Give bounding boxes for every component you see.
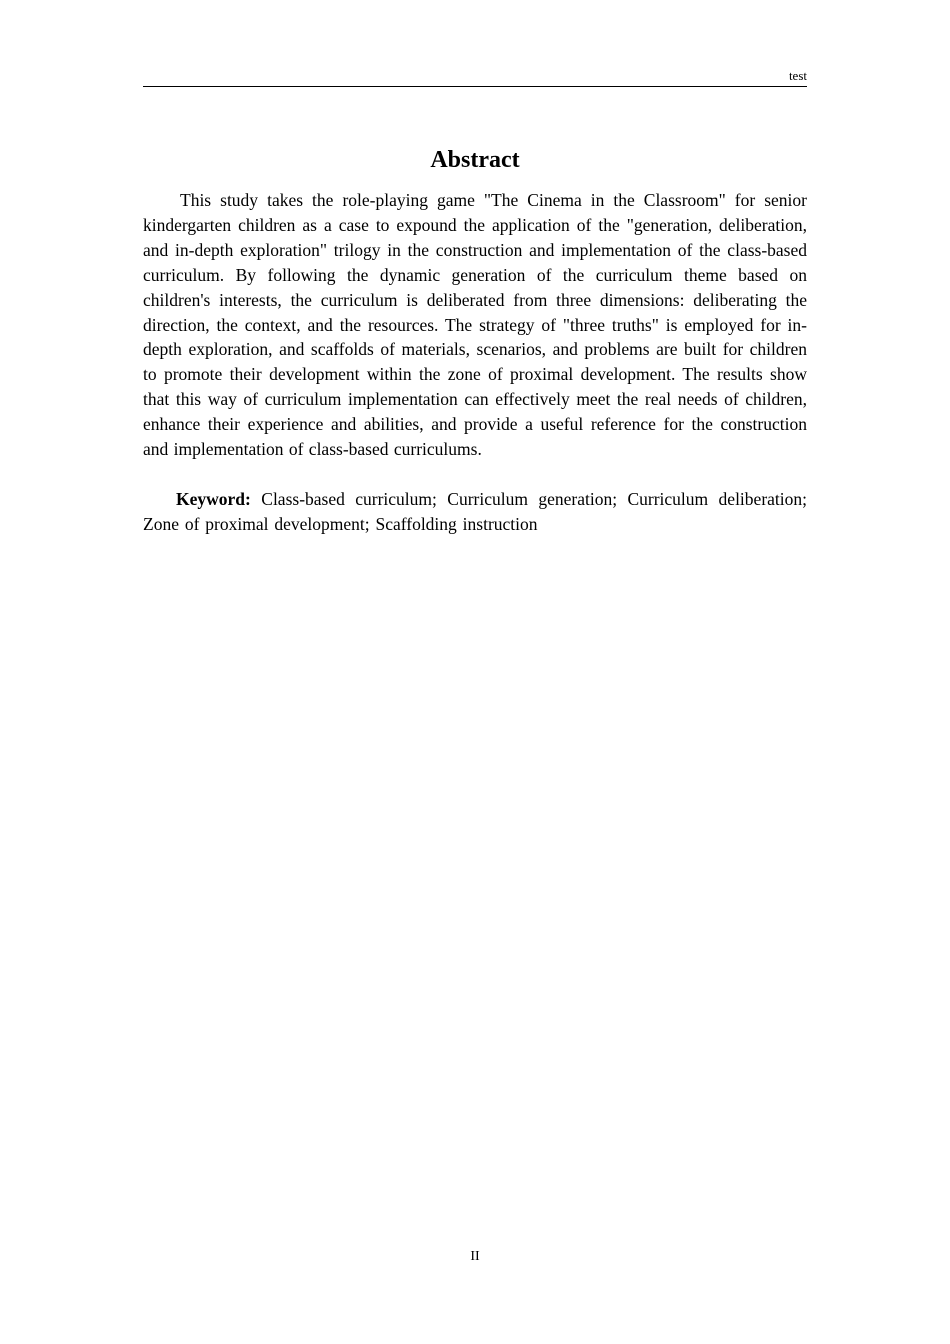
keywords-label: Keyword: [176,488,251,509]
header-text: test [788,68,807,83]
abstract-section [143,140,807,537]
page-number: II [470,1249,480,1264]
abstract-body: This study takes the role-playing game "The Cinema in the Classroom" for senior kindergarten children as a case to expound the application of the "generation, deliberation, and in-depth exploration" trilogy in the construction and implementation of the class-based curriculum. By following the dynamic generation of the curriculum theme based on children's interests, the curriculum is deliberated from three dimensions: deliberating the direction, the context, and the resources. The strategy of "three truths" is employed for in-depth exploration, and scaffolds of materials, scenarios, and problems are built for children to promote their development within the zone of proximal development. The results show that this way of curriculum implementation can effectively meet the real needs of children, enhance their experience and abilities, and provide a useful reference for the construction and implementation of class-based curriculums. [143,190,807,460]
keywords-paragraph [143,487,807,537]
page-header [143,67,807,87]
abstract-title: Abstract [430,147,520,173]
keywords-text: Class-based curriculum; Curriculum generation; Curriculum deliberation; Zone of proximal development; Scaffolding instruction [143,488,807,534]
